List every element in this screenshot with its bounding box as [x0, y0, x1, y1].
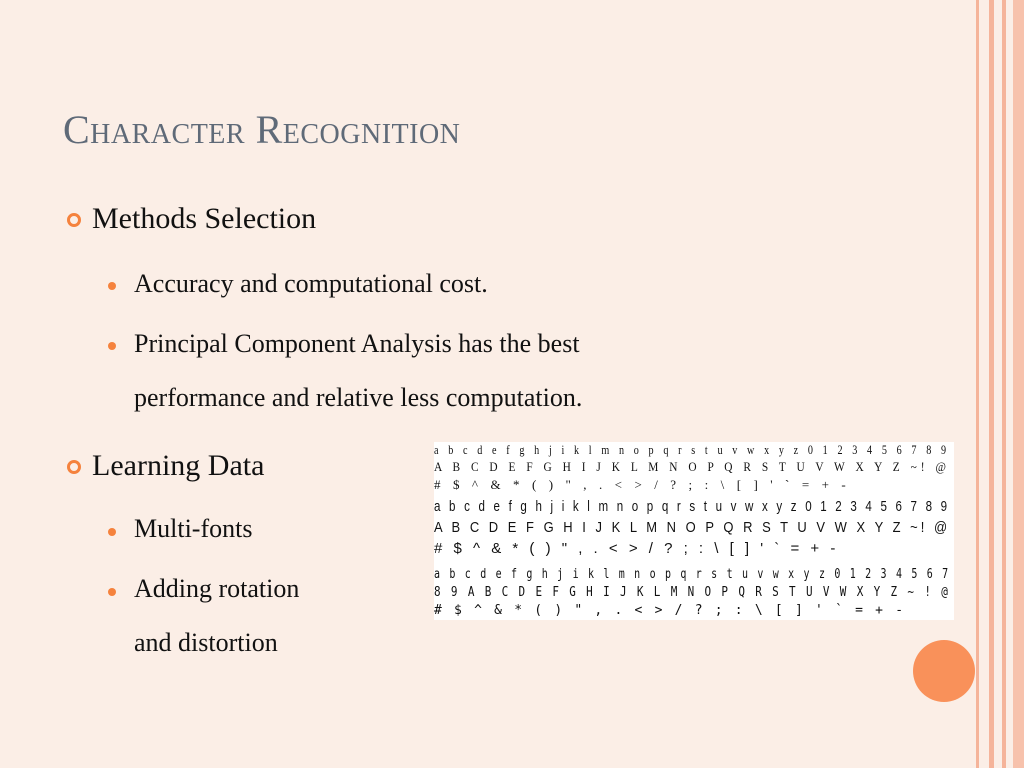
font-sample-line: # $ ^ & * ( ) " , . < > / ? ; : \ [ ] ' ` = + - — [434, 540, 839, 557]
font-samples-image — [434, 442, 954, 620]
bullet-text-continuation: and distortion — [134, 628, 278, 657]
decorative-stripes — [976, 0, 1024, 768]
bullet-text: Accuracy and computational cost. — [134, 269, 488, 298]
stripe — [1013, 0, 1024, 768]
stripe — [1002, 0, 1006, 768]
decorative-circle — [913, 640, 975, 702]
section-heading: Methods Selection — [92, 202, 317, 235]
bullet-icon — [108, 342, 116, 350]
font-sample-line: a b c d e f g h j i k l m n o p q r s t u v w x y z 0 1 2 3 4 5 6 7 8 9 — [434, 498, 950, 515]
bullet-text: Multi-fonts — [134, 514, 253, 543]
bullet-text: Principal Component Analysis has the best — [134, 329, 580, 358]
font-sample-line: # $ ^ & * ( ) " , . < > / ? ; : \ [ ] ' ` = + - — [434, 603, 906, 618]
stripe — [976, 0, 979, 768]
bullet-icon — [108, 588, 116, 596]
font-sample-line: a b c d e f g h j i k l m n o p q r s t u v w x y z 0 1 2 3 4 5 6 7 8 9 — [434, 442, 950, 457]
font-sample-line: 8 9 A B C D E F G H I J K L M N O P Q R S T U V W X Y Z ~ ! @ — [434, 585, 950, 600]
section-bullet-icon — [67, 460, 81, 474]
section-heading: Learning Data — [92, 449, 265, 482]
stripe — [989, 0, 994, 768]
font-sample-line: A B C D E F G H I J K L M N O P Q R S T U V W X Y Z ~! @ — [434, 519, 951, 536]
font-sample-line: A B C D E F G H I J K L M N O P Q R S T U V W X Y Z ~! @ — [434, 459, 950, 474]
bullet-text: Adding rotation — [134, 574, 300, 603]
bullet-icon — [108, 528, 116, 536]
slide-title: Character Recognition — [63, 107, 461, 152]
font-sample-line: # $ ^ & * ( ) " , . < > / ? ; : \ [ ] ' ` = + - — [434, 477, 851, 492]
font-sample-line: a b c d e f g h j i k l m n o p q r s t u v w x y z 0 1 2 3 4 5 6 7 — [434, 567, 950, 582]
bullet-icon — [108, 282, 116, 290]
section-bullet-icon — [67, 213, 81, 227]
bullet-text-continuation: performance and relative less computation. — [134, 383, 583, 412]
